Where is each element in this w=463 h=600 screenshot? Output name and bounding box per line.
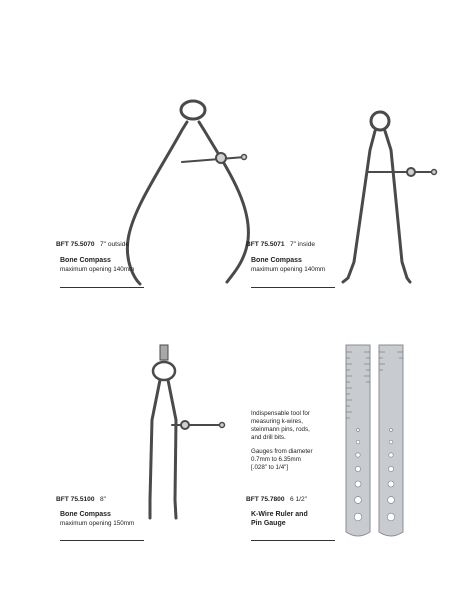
product-3-size: 8": [99, 496, 106, 503]
note-range-line: 0.7mm to 6.35mm: [251, 456, 301, 463]
note-usage-line: Indispensable tool for: [251, 410, 310, 417]
product-2-name: Bone Compass: [251, 257, 302, 264]
product-2-code: BFT 75.5071: [246, 241, 285, 248]
note-usage-line: measuring k-wires,: [251, 418, 303, 425]
product-4-code: BFT 75.7800: [246, 496, 285, 503]
note-range-line: [.028" to 1/4"]: [251, 464, 289, 471]
note-usage-line: and drill bits.: [251, 434, 286, 441]
product-4-code-line: [246, 496, 307, 503]
divider-compass-drawing: [150, 345, 225, 518]
product-4-note-usage: [251, 410, 341, 442]
product-3-rule: [60, 540, 144, 541]
product-3-name: Bone Compass: [60, 511, 111, 518]
outside-caliper-drawing: [127, 101, 248, 284]
product-1-desc: maximum opening 140mm: [60, 266, 135, 273]
k-wire-ruler-drawing: [346, 345, 403, 536]
product-1-code: BFT 75.5070: [56, 241, 95, 248]
product-1-code-line: [56, 241, 129, 248]
product-4-rule: [251, 540, 335, 541]
product-4-note-range: [251, 448, 341, 472]
product-2-rule: [251, 287, 335, 288]
product-3-code: BFT 75.5100: [56, 496, 95, 503]
product-1-name: Bone Compass: [60, 257, 111, 264]
product-1-rule: [60, 287, 144, 288]
note-usage-line: steinmann pins, rods,: [251, 426, 310, 433]
product-4-name-line2: Pin Gauge: [251, 520, 286, 527]
product-3-code-line: [56, 496, 106, 503]
product-3-desc: maximum opening 150mm: [60, 520, 135, 527]
inside-caliper-drawing: [343, 112, 437, 282]
product-2-size: 7" inside: [289, 241, 316, 248]
product-4-name: K-Wire Ruler and: [251, 511, 308, 518]
product-2-desc: maximum opening 140mm: [251, 266, 326, 273]
product-2-code-line: [246, 241, 315, 248]
product-1-size: 7" outside: [99, 241, 130, 248]
product-4-size: 6 1/2": [289, 496, 307, 503]
note-range-line: Gauges from diameter: [251, 448, 313, 455]
